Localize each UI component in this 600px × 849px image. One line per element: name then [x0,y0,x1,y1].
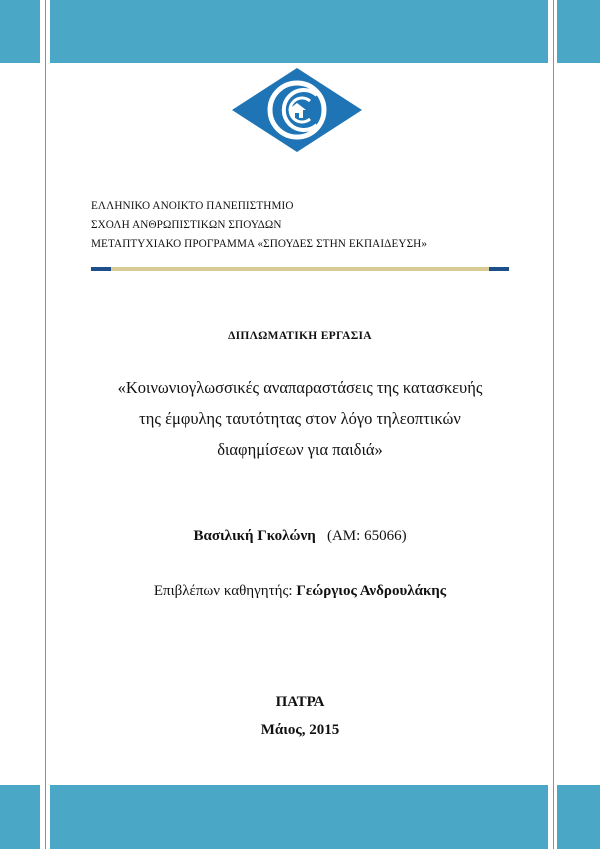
author-line [60,528,540,545]
place: ΠΑΤΡΑ [275,694,325,710]
institution-block [91,197,427,254]
university-name: ΕΛΛΗΝΙΚΟ ΑΝΟΙΚΤΟ ΠΑΝΕΠΙΣΤΗΜΙΟ [91,200,294,212]
frame-bar-bottom-right [557,785,600,849]
thesis-title [60,372,540,465]
header-divider [91,267,509,271]
title-line: «Κοινωνιογλωσσικές αναπαραστάσεις της κατασκευής [117,378,483,397]
frame-bar-bottom-left [0,785,40,849]
frame-line-left [45,0,46,849]
frame-bar-top-left [0,0,40,63]
document-type: ΔΙΠΛΩΜΑΤΙΚΗ ΕΡΓΑΣΙΑ [228,330,372,342]
school-name: ΣΧΟΛΗ ΑΝΘΡΩΠΙΣΤΙΚΩΝ ΣΠΟΥΔΩΝ [91,219,282,231]
supervisor-name: Γεώργιος Ανδρουλάκης [296,583,447,599]
program-name: ΜΕΤΑΠΤΥΧΙΑΚΟ ΠΡΟΓΡΑΜΜΑ «ΣΠΟΥΔΕΣ ΣΤΗΝ ΕΚΠΑΙΔΕΥΣΗ» [91,238,428,250]
frame-bar-bottom-center [50,785,548,849]
title-line: διαφημίσεων για παιδιά» [217,440,383,459]
divider-cap-right [489,267,509,271]
supervisor-line [60,583,540,600]
frame-line-right [553,0,554,849]
supervisor-label: Επιβλέπων καθηγητής: [153,583,293,599]
date: Μάιος, 2015 [260,722,340,738]
author-name: Βασιλική Γκολώνη [193,528,316,544]
frame-bar-top-right [557,0,600,63]
university-logo-icon [232,68,362,152]
title-line: της έμφυλης ταυτότητας στον λόγο τηλεοπτικών [139,409,461,428]
divider-cap-left [91,267,111,271]
frame-bar-top-center [50,0,548,63]
author-registration: (ΑΜ: 65066) [326,528,407,544]
